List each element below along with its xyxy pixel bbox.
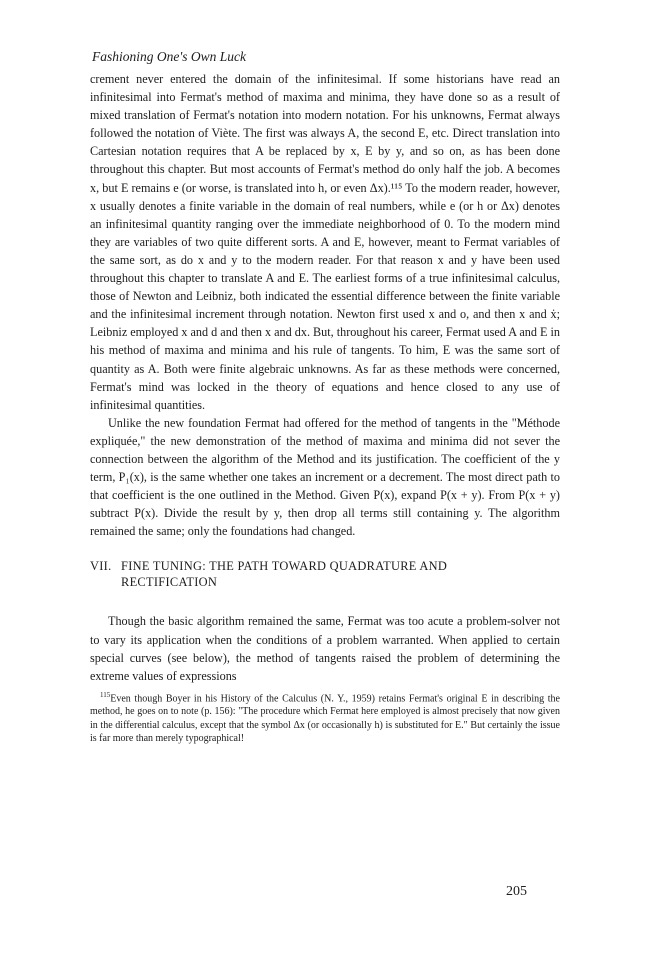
body-paragraph-2: Unlike the new foundation Fermat had offered for the method of tangents in the "Méthode expliquée," the new demonstration of the method of maxima and minima did not sever the connection between the algorithm of the Method and its justification. The coefficient of the y term, P₁(x), is the same whether one takes an increment or a decrement. The most direct path to that coefficient is the one outlined in the Method. Given P(x), expand P(x + y). From P(x + y) subtract P(x). Divide the result by y, then drop all terms still containing y. The algorithm remained the same; only the foundations had changed. (90, 415, 560, 539)
footnote (90, 689, 560, 745)
section-number: VII. (90, 559, 112, 574)
body-paragraph-3: Though the basic algorithm remained the same, Fermat was too acute a problem-solver not to vary its application when the conditions of a problem warranted. When applied to certain special curves (see below), the method of tangents raised the problem of determining the extreme values of expressions (90, 614, 560, 683)
body-paragraph-1: crement never entered the domain of the infinitesimal. If some historians have read an infinitesimal into Fermat's method of maxima and minima, they have done so as a result of mixed translation of Fermat's notation into modern notation. For his unknowns, Fermat always followed the notation of Viète. The first was always A, the second E, etc. Direct translation into Cartesian notation requires that A be replaced by x, E by y, and so on, as has been done throughout this chapter. But most accounts of Fermat's method do only half the job. A becomes x, but E remains e (or worse, is translated into h, or even Δx).¹¹⁵ To the modern reader, however, x usually denotes a finite variable in the domain of real numbers, while e (or h or Δx) denotes an infinitesimal quantity ranging over the immediate neighborhood of 0. To the modern mind they are variables of two quite different sorts. A and E, however, meant to Fermat variables of the same sort, as do x and y to the modern reader. For that reason x and y have been used throughout this chapter to translate A and E. The earliest forms of a true infinitesimal calculus, those of Newton and Leibniz, both indicated the essential difference between the finite variable and the infinitesimal increment through notation. Newton first used x and o, and then x and ẋ; Leibniz employed x and d and then x and dx. But, throughout his career, Fermat used A and E in his method of maxima and minima and his rule of tangents. To him, E was the same sort of quantity as A. Both were finite algebraic unknowns. As far as these methods were concerned, Fermat's mind was locked in the theory of equations and hence closed to any use of infinitesimal quantities. (90, 72, 560, 412)
section-heading (90, 558, 560, 590)
section-title: FINE TUNING: THE PATH TOWARD QUADRATURE AND RECTIFICATION (121, 559, 448, 590)
footnote-text: Even though Boyer in his History of the Calculus (N. Y., 1959) retains Fermat's original E in describing the method, he goes on to note (p. 156): "The procedure which Fermat here employed is almost precisely that now given in the differential calculus, except that the symbol Δx (or occasionally h) is substituted for E." But certainly the issue is far more than merely typographical! (90, 693, 560, 744)
running-head: Fashioning One's Own Luck (92, 49, 247, 64)
page-number: 205 (506, 884, 527, 899)
book-page (90, 48, 560, 745)
footnote-marker: 115 (100, 690, 111, 699)
